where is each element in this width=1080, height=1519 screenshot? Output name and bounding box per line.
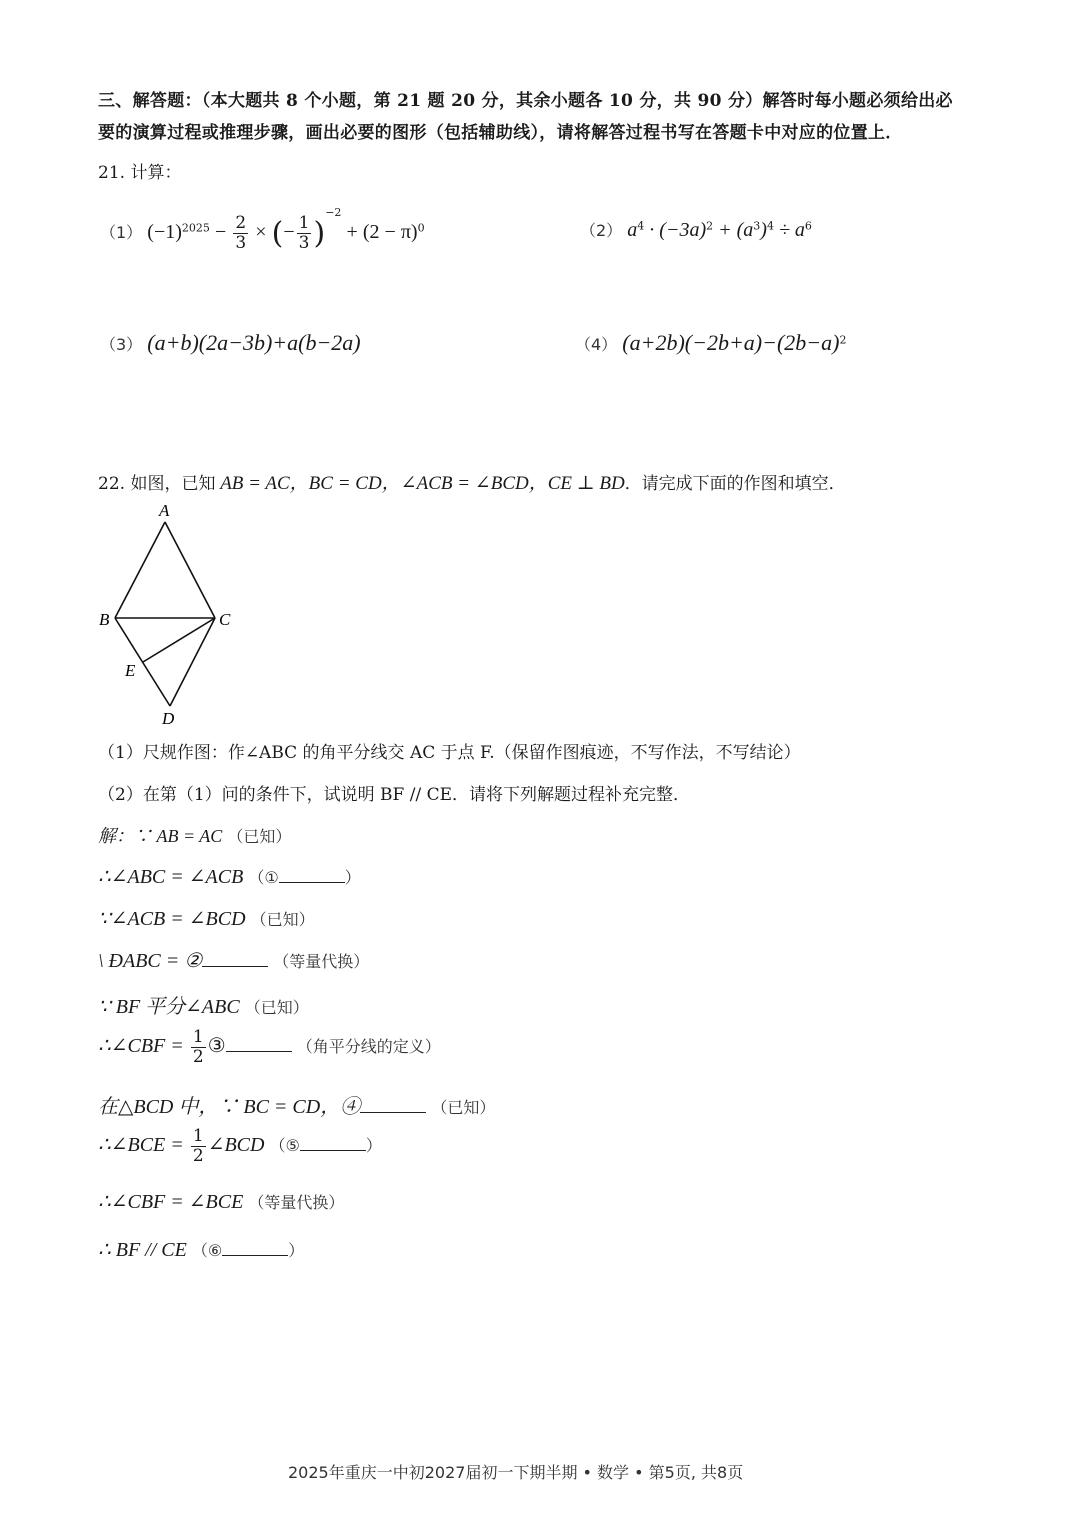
solution-reason: （等量代换） (273, 952, 370, 971)
expr-token: a (627, 219, 638, 241)
paren-open: ( (271, 216, 284, 251)
solution-reason: （已知） (250, 910, 315, 929)
solution-line-3 (98, 906, 315, 931)
page-footer: 2025年重庆一中初2027届初一下期半期 • 数学 • 第5页, 共8页 (288, 1463, 744, 1482)
solution-line-8 (98, 1127, 382, 1166)
expr-token: + (346, 221, 358, 243)
exponent: −2 (325, 206, 342, 219)
expr-token: ) (760, 219, 767, 241)
solution-reason: （已知） (244, 998, 309, 1017)
frac-num: 1 (192, 1027, 204, 1047)
q21-part4 (575, 330, 846, 356)
expr-token: (2 − π) (362, 221, 418, 243)
exponent: 4 (766, 219, 774, 233)
answer-blank-1[interactable] (279, 866, 345, 883)
solution-line-4 (98, 948, 369, 973)
point-label-d: D (162, 709, 175, 728)
reason-close: ） (365, 1136, 382, 1155)
point-label-e: E (125, 661, 136, 680)
part-label: （3） (100, 335, 143, 354)
paren-close: ) (313, 216, 326, 251)
part-label: （4） (575, 335, 618, 354)
answer-blank-6[interactable] (222, 1239, 288, 1256)
answer-blank-3[interactable] (226, 1035, 292, 1052)
section-header-line2: 要的演算过程或推理步骤，画出必要的图形（包括辅助线），请将解答过程书写在答题卡中对应的位置上． (98, 123, 903, 143)
frac-den: 3 (298, 233, 310, 253)
fraction-one-half (191, 1127, 206, 1166)
section-header-line1: 三、解答题：（本大题共 8 个小题，第 21 题 20 分，其余小题各 10 分，共 90 分）解答时每小题必须给出必 (98, 91, 953, 111)
solution-line-2 (98, 864, 361, 889)
point-label-a: A (159, 501, 170, 520)
question-21-title: 21. 计算： (98, 163, 182, 183)
solution-line-9 (98, 1189, 344, 1214)
reason-open: （⑥ (191, 1241, 223, 1260)
expr-token: − (283, 221, 295, 243)
q21-part1 (100, 206, 425, 253)
frac-den: 2 (192, 1146, 204, 1166)
frac-num: 2 (235, 213, 247, 233)
expr-token: ÷ a (773, 219, 805, 241)
fraction-one-half (191, 1028, 206, 1067)
expr-token: (a+b)(2a−3b)+a(b−2a) (147, 330, 361, 355)
solution-line-10 (98, 1237, 304, 1262)
exponent: 4 (637, 219, 645, 233)
answer-blank-4[interactable] (360, 1096, 426, 1113)
reason-open: （⑤ (269, 1136, 300, 1155)
fraction (233, 214, 248, 253)
solution-math: ③ (207, 1035, 226, 1057)
solution-math: 在△BCD 中，∵ BC = CD，④ (98, 1096, 361, 1118)
reason-close: ） (288, 1241, 305, 1260)
exponent: 2025 (181, 221, 210, 235)
solution-line-7 (98, 1090, 495, 1119)
solution-math: ∴∠CBF = ∠BCE (98, 1191, 244, 1213)
reason-open: （① (248, 868, 279, 887)
expr-token: × (255, 221, 267, 243)
solution-math: ∴ BF // CE (98, 1239, 187, 1261)
expr-token: · (−3a) (644, 219, 707, 241)
frac-den: 2 (192, 1047, 204, 1067)
solution-math: ∠BCD (207, 1134, 265, 1156)
part-label: （2） (580, 221, 623, 240)
solution-reason: （已知） (431, 1098, 496, 1117)
frac-den: 3 (235, 233, 247, 253)
q21-part2 (580, 218, 812, 242)
prompt-math: AB = AC，BC = CD，∠ACB = ∠BCD，CE ⊥ BD (215, 473, 625, 494)
prompt-suffix: ．请完成下面的作图和填空． (624, 474, 846, 494)
solution-math: ∵ BF 平分∠ABC (98, 996, 240, 1018)
question-22-prompt (98, 468, 846, 495)
solution-math: ∴∠CBF = (98, 1035, 184, 1057)
exponent: 2 (839, 333, 847, 347)
fraction (297, 214, 312, 253)
solution-math: \ ĐABC = ② (98, 950, 203, 972)
expr-token: (a+2b)(−2b+a)−(2b−a) (622, 330, 840, 355)
frac-num: 1 (192, 1126, 204, 1146)
solution-reason: （角平分线的定义） (296, 1037, 441, 1056)
geometry-figure (90, 495, 250, 730)
reason-close: ） (344, 868, 361, 887)
answer-blank-2[interactable] (202, 950, 268, 967)
solution-line-6 (98, 1028, 441, 1067)
solution-reason: （已知） (227, 827, 292, 846)
solution-reason: （等量代换） (248, 1193, 345, 1212)
solution-line-1 (98, 822, 291, 848)
answer-blank-5[interactable] (300, 1134, 366, 1151)
part-label: （1） (100, 223, 143, 242)
q21-part3 (100, 330, 361, 356)
solution-math: ∴∠BCE = (98, 1134, 184, 1156)
expr-token: + (a (713, 219, 754, 241)
expr-token: − (214, 221, 227, 243)
solution-line-5 (98, 990, 309, 1019)
frac-num: 1 (298, 213, 310, 233)
solution-math: ∴∠ABC = ∠ACB (98, 866, 244, 888)
solution-math: ∵∠ACB = ∠BCD (98, 908, 246, 930)
expr-token: (−1) (147, 221, 182, 243)
exponent: 0 (417, 221, 425, 235)
point-label-b: B (99, 610, 110, 629)
solution-math: 解：∵ AB = AC (98, 826, 223, 846)
q22-sub1: （1）尺规作图：作∠ABC 的角平分线交 AC 于点 F.（保留作图痕迹，不写作法，不写结论） (98, 743, 801, 763)
exponent: 2 (706, 219, 714, 233)
exponent: 3 (753, 219, 761, 233)
point-label-c: C (219, 610, 231, 629)
q22-sub2: （2）在第（1）问的条件下，试说明 BF // CE．请将下列解题过程补充完整． (98, 785, 691, 805)
prompt-prefix: 22. 如图，已知 (98, 474, 216, 494)
exponent: 6 (804, 219, 812, 233)
